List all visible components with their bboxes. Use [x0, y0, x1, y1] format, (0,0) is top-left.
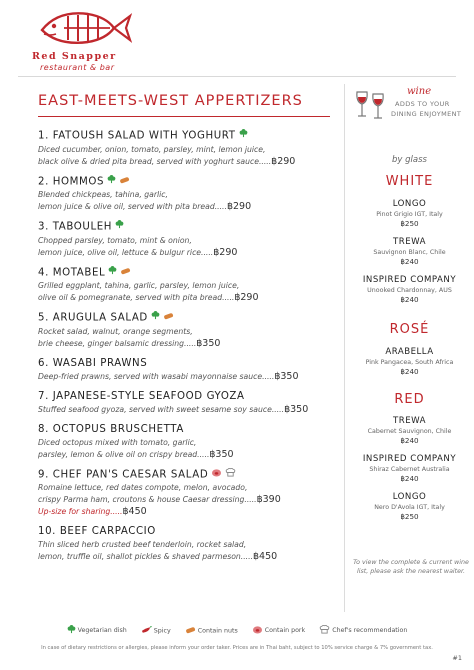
menu-item-list: [38, 128, 338, 569]
wine-subheading-2: DINING ENJOYMENT: [391, 110, 462, 118]
menu-item-description: Blended chickpeas, tahina, garlic,: [38, 190, 168, 199]
menu-item-description: Stuffed seafood gyoza, served with sweet sesame soy sauce.....฿350: [38, 403, 309, 415]
menu-item: [38, 310, 338, 350]
legend-item: Contain pork: [252, 625, 305, 636]
wine-item: TREWA Cabernet Sauvignon, Chile ฿240: [367, 416, 452, 445]
menu-item-price: ฿350: [209, 448, 234, 460]
menu-item-price: ฿290: [213, 246, 238, 258]
icon-legend: [0, 625, 474, 639]
menu-item: [38, 524, 338, 563]
upsize-option: Up-size for sharing.....฿450: [38, 506, 147, 517]
veg-icon: [108, 265, 117, 280]
brand-tagline: restaurant & bar: [40, 63, 115, 72]
menu-item-title: 1. FATOUSH SALAD WITH YOGHURT: [38, 128, 338, 144]
menu-item-description: Thin sliced herb crusted beef tenderloin, rocket salad,: [38, 540, 247, 549]
spicy-icon: [141, 629, 152, 636]
legend-item: Vegetarian dish: [67, 625, 127, 636]
wine-subheading-1: ADDS TO YOUR: [395, 100, 450, 108]
menu-item-description: lemon, truffle oil, shallot pickles & shaved parmeson.....฿450: [38, 551, 278, 562]
page-number: #1: [452, 654, 462, 662]
menu-item: [38, 467, 338, 519]
chef-icon: [225, 467, 236, 482]
menu-item-price: ฿350: [284, 403, 309, 415]
nut-icon: [119, 174, 130, 189]
menu-item-title: 9. CHEF PAN'S CAESAR SALAD: [38, 467, 338, 483]
legend-item: Contain nuts: [185, 626, 238, 636]
menu-item-price: ฿290: [226, 201, 252, 212]
menu-item-description: brie cheese, ginger balsamic dressing.....฿350: [38, 337, 221, 349]
menu-item-price: ฿290: [234, 292, 259, 303]
wine-item: INSPIRED COMPANY Unooked Chardonnay, AUS ฿240: [362, 275, 457, 304]
chef-icon: [319, 629, 330, 636]
menu-item-description: crispy Parma ham, croutons & house Caesar dressing.....฿390: [38, 494, 281, 505]
upsize-price: ฿450: [122, 506, 147, 517]
wine-list-note: To view the complete & current wine list, please ask the nearest waiter.: [353, 559, 469, 575]
wine-glasses-icon: [353, 88, 389, 124]
menu-item: [38, 356, 338, 383]
menu-item-price: ฿350: [196, 337, 221, 349]
menu-item: [38, 128, 338, 168]
menu-item: [38, 265, 338, 305]
menu-item-title: 7. JAPANESE-STYLE SEAFOOD GYOZA: [38, 390, 245, 402]
menu-item-title: 4. MOTABEL: [38, 265, 338, 281]
veg-icon: [115, 219, 124, 234]
pork-icon: [211, 467, 222, 482]
disclaimer: In case of dietary restrictions or allergies, please inform your order taker. Prices are in Thai baht, subject to 10% service charge & 7% government tax.: [41, 645, 433, 651]
menu-item-description: olive oil & pomegranate, served with pita bread.....฿290: [38, 292, 259, 303]
white-heading: WHITE: [385, 174, 434, 189]
veg-icon: [67, 629, 76, 636]
menu-item-title: 3. TABOULEH: [38, 219, 338, 235]
wine-item: TREWA Sauvignon Blanc, Chile ฿240: [373, 237, 446, 266]
menu-item-title: 8. OCTOPUS BRUSCHETTA: [38, 423, 184, 435]
wine-item: INSPIRED COMPANY Shiraz Cabernet Australia ฿240: [362, 454, 457, 483]
veg-icon: [151, 310, 160, 325]
menu-item: [38, 389, 338, 416]
menu-item-description: lemon juice & olive oil, served with pita bread.....฿290: [38, 201, 252, 212]
nut-icon: [163, 310, 174, 325]
menu-item-title: 10. BEEF CARPACCIO: [38, 526, 156, 537]
veg-icon: [107, 174, 116, 189]
menu-item-description: Grilled eggplant, tahina, garlic, parsley, lemon juice,: [38, 281, 240, 290]
legend-item: Chef's recommendation: [319, 625, 407, 636]
menu-item-description: Deep-fried prawns, served with wasabi mayonnaise sauce.....฿350: [38, 370, 299, 382]
by-glass-label: by glass: [392, 155, 427, 165]
menu-item: [38, 219, 338, 259]
menu-item: [38, 174, 338, 214]
menu-item-price: ฿290: [271, 155, 296, 167]
menu-item-description: parsley, lemon & olive oil on crispy bread.....฿350: [38, 448, 234, 460]
menu-item-description: Diced cucumber, onion, tomato, parsley, mint, lemon juice,: [38, 144, 266, 154]
rose-heading: ROSÉ: [389, 322, 430, 337]
menu-item-title: 6. WASABI PRAWNS: [38, 357, 148, 369]
menu-item-description: lemon juice, olive oil, lettuce & bulgur rice.....฿290: [38, 246, 238, 258]
nut-icon: [185, 629, 196, 636]
section-title: EAST-MEETS-WEST APPERTIZERS: [38, 93, 303, 109]
menu-item-description: black olive & dried pita bread, served with yoghurt sauce.....฿290: [38, 155, 296, 167]
wine-item: ARABELLA Pink Pangacea, South Africa ฿240: [365, 347, 454, 376]
title-rule: [38, 116, 330, 117]
menu-item-description: Chopped parsley, tomato, mint & onion,: [38, 235, 192, 245]
menu-item: [38, 422, 338, 461]
menu-item-title: 2. HOMMOS: [38, 174, 338, 190]
wine-item: LONGO Nero D'Avola IGT, Italy ฿250: [374, 492, 445, 521]
menu-item-price: ฿350: [274, 370, 299, 382]
legend-item: Spicy: [141, 626, 171, 636]
menu-item-description: Diced octopus mixed with tomato, garlic,: [38, 437, 197, 447]
menu-item-title: 5. ARUGULA SALAD: [38, 310, 338, 326]
menu-item-description: Romaine lettuce, red dates compote, melon, avocado,: [38, 483, 248, 492]
menu-item-price: ฿450: [253, 551, 278, 562]
pork-icon: [252, 629, 263, 636]
wine-header: [351, 84, 471, 128]
menu-item-price: ฿390: [256, 494, 281, 505]
wine-section: [345, 80, 474, 620]
veg-icon: [239, 128, 248, 143]
brand-name: Red Snapper: [32, 51, 117, 62]
wine-item: LONGO Pinot Grigio IGT, Italy ฿250: [376, 199, 443, 228]
red-heading: RED: [394, 392, 425, 407]
nut-icon: [120, 265, 131, 280]
wine-heading: wine: [407, 86, 432, 97]
menu-item-description: Rocket salad, walnut, orange segments,: [38, 326, 193, 336]
